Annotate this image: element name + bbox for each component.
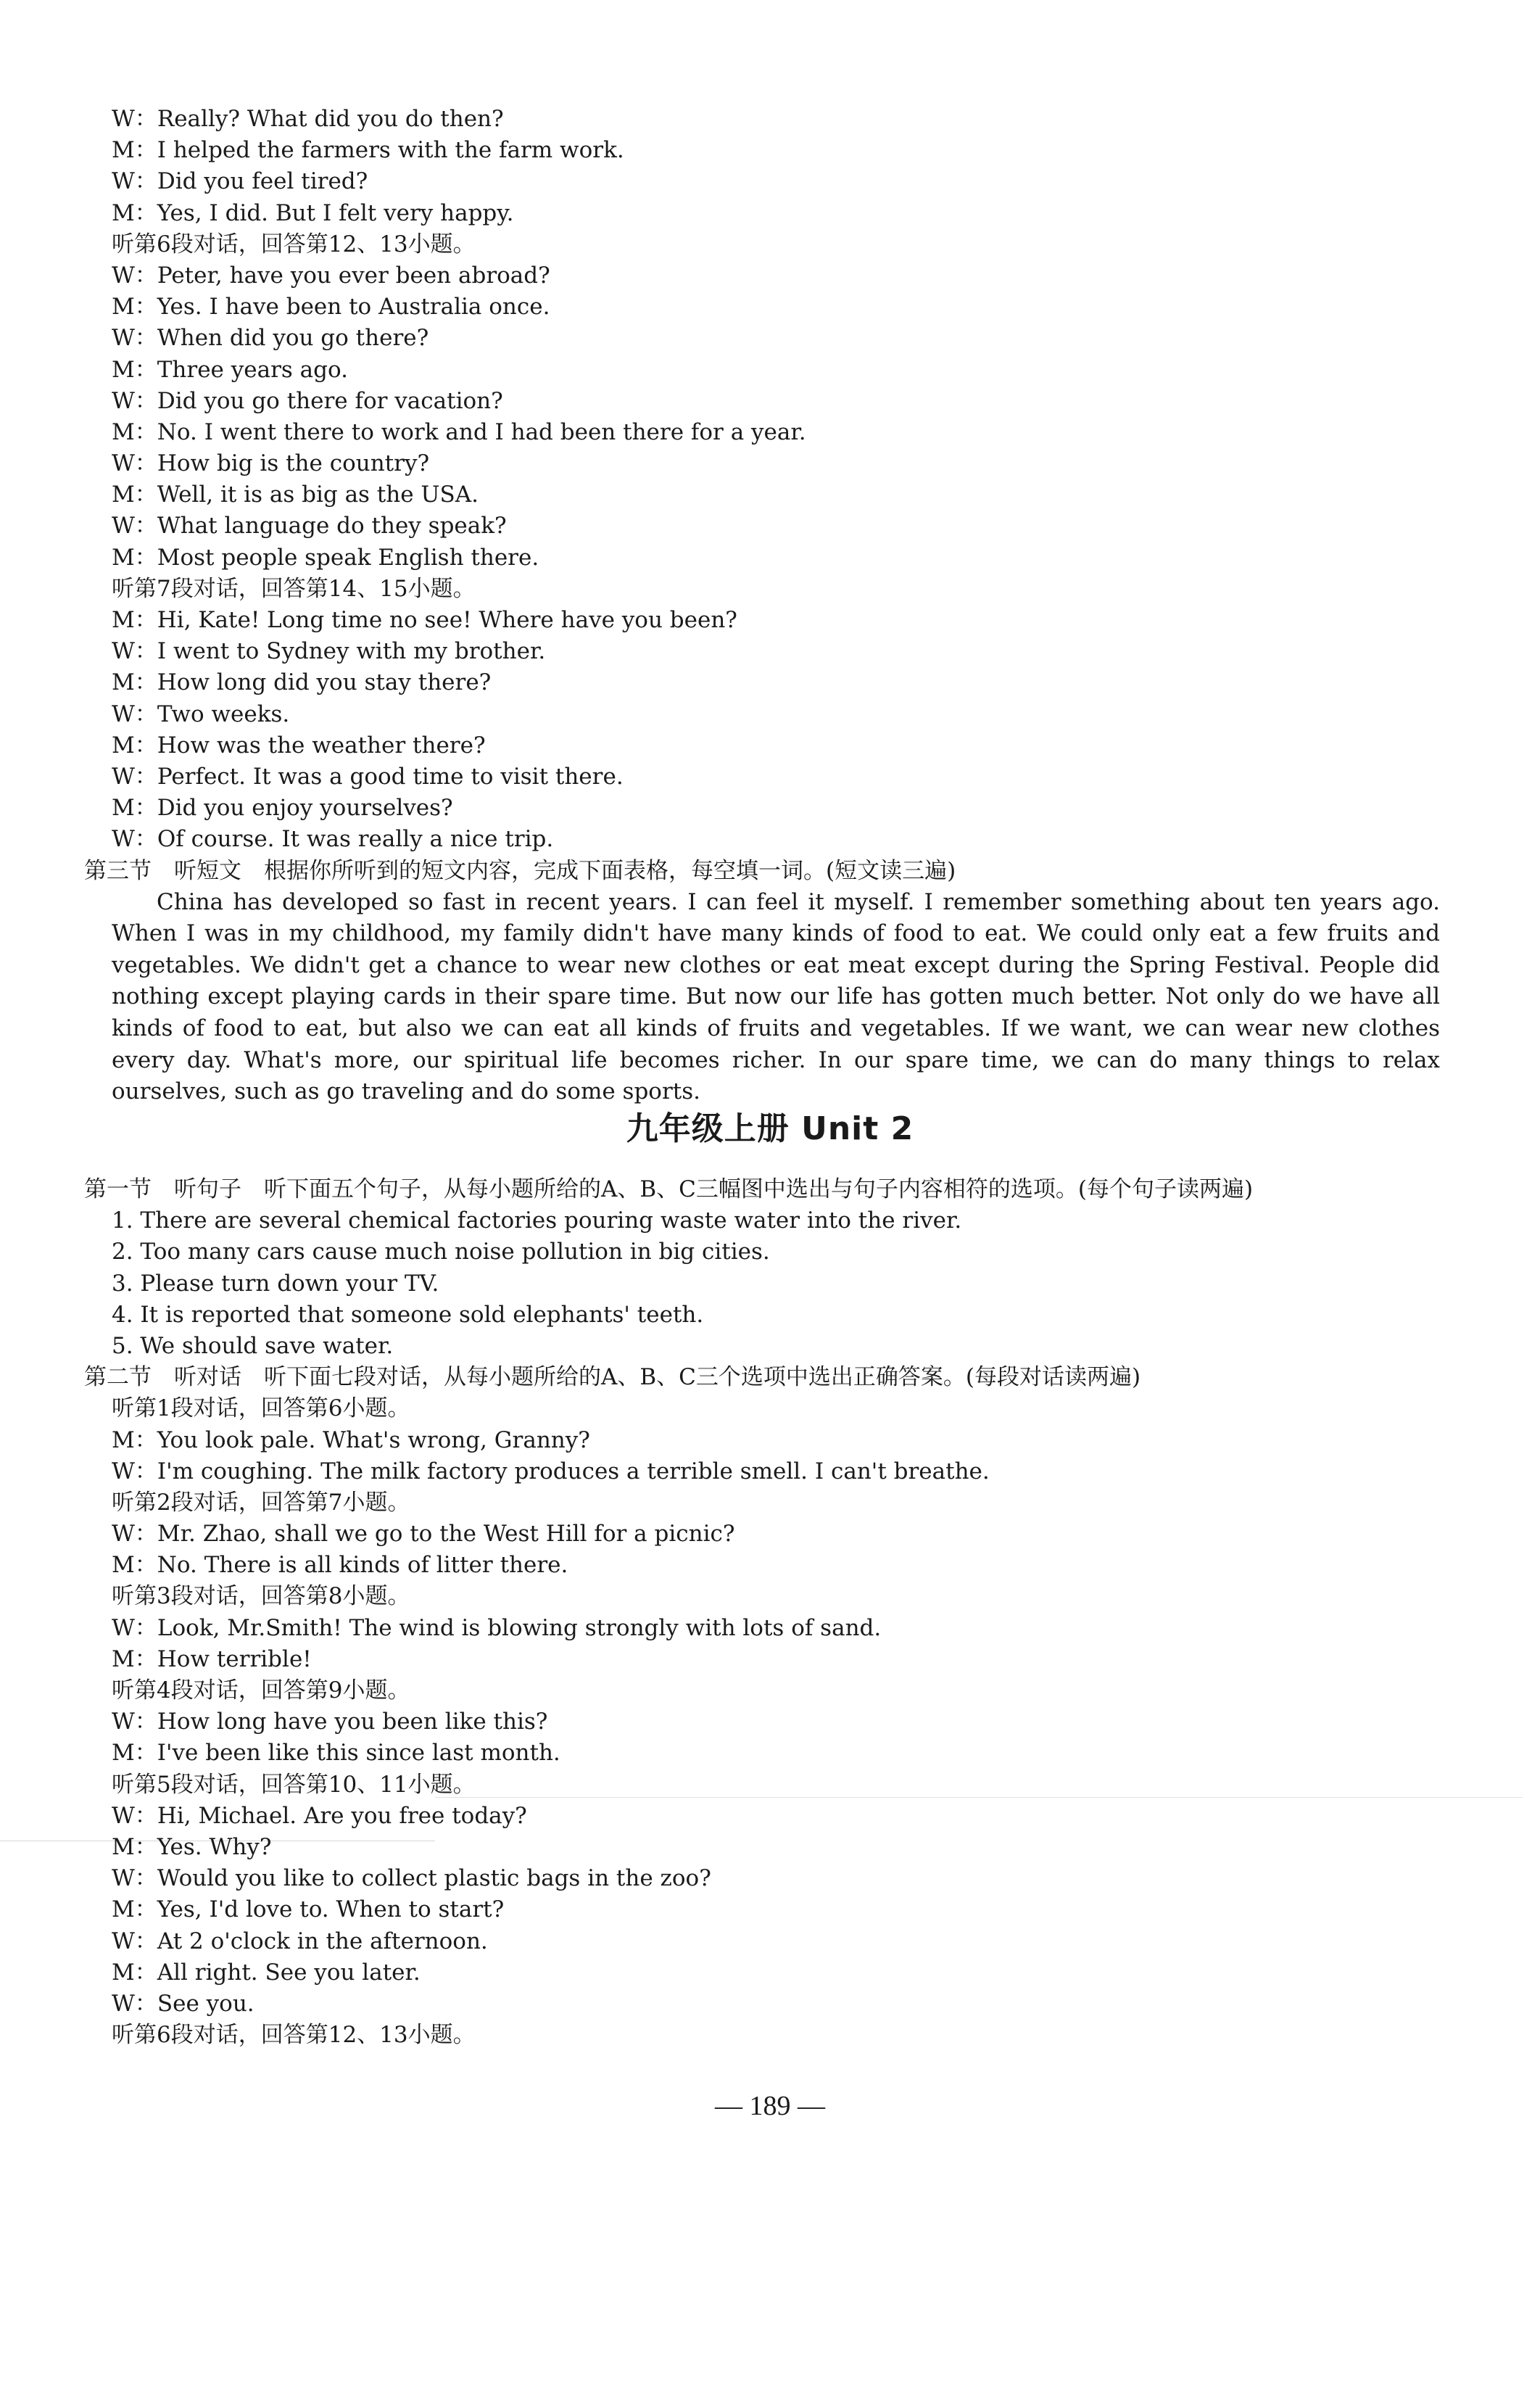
dialogue-instruction: 听第1段对话，回答第6小题。 xyxy=(112,1395,410,1422)
dialogue-instruction: 听第7段对话，回答第14、15小题。 xyxy=(112,575,476,602)
dialogue-line: W：When did you go there? xyxy=(112,325,429,352)
section-heading: 第二节 听对话 听下面七段对话，从每小题所给的A、B、C三个选项中选出正确答案。(每段对话读两遍) xyxy=(84,1364,1141,1391)
unit-title: 九年级上册 Unit 2 xyxy=(626,1110,914,1147)
dialogue-line: W：Peter, have you ever been abroad? xyxy=(112,262,550,289)
sentence-item: 3. Please turn down your TV. xyxy=(112,1270,439,1297)
dialogue-instruction: 听第4段对话，回答第9小题。 xyxy=(112,1677,410,1703)
top-dialogue xyxy=(84,104,1440,1108)
dialogue-instruction: 听第6段对话，回答第12、13小题。 xyxy=(112,2022,476,2049)
dialogue-line: W：Hi, Michael. Are you free today? xyxy=(112,1802,527,1829)
section-heading: 第三节 听短文 根据你所听到的短文内容，完成下面表格，每空填一词。(短文读三遍) xyxy=(84,857,956,884)
dialogue-line: W：Of course. It was really a nice trip. xyxy=(112,826,554,853)
dialogue-line: W：Perfect. It was a good time to visit there. xyxy=(112,763,624,790)
dialogue-instruction: 听第6段对话，回答第12、13小题。 xyxy=(112,231,476,257)
dialogue-instruction: 听第5段对话，回答第10、11小题。 xyxy=(112,1771,476,1798)
dialogue-line: M：Three years ago. xyxy=(112,356,348,383)
dialogue-line: W：I went to Sydney with my brother. xyxy=(112,638,546,665)
dialogue-line: M：Yes, I did. But I felt very happy. xyxy=(112,199,514,226)
page-number: — 189 — xyxy=(715,2091,825,2121)
dialogue-line: W：I'm coughing. The milk factory produces a terrible smell. I can't breathe. xyxy=(112,1458,990,1484)
dialogue-line: W：See you. xyxy=(112,1990,254,2017)
dialogue-line: W：Mr. Zhao, shall we go to the West Hill for a picnic? xyxy=(112,1521,735,1548)
dialogue-line: W：Two weeks. xyxy=(112,701,290,727)
dialogue-line: W：At 2 o'clock in the afternoon. xyxy=(112,1928,488,1954)
dialogue-line: W：Really? What did you do then? xyxy=(112,106,504,132)
sentence-item: 2. Too many cars cause much noise pollution in big cities. xyxy=(112,1239,770,1265)
dialogue-line: M：No. I went there to work and I had been there for a year. xyxy=(112,418,806,445)
sentence-item: 4. It is reported that someone sold elephants' teeth. xyxy=(112,1301,704,1328)
dialogue-instruction: 听第2段对话，回答第7小题。 xyxy=(112,1489,410,1516)
sentence-item: 5. We should save water. xyxy=(112,1332,394,1359)
dialogue-line: W：Look, Mr.Smith! The wind is blowing strongly with lots of sand. xyxy=(112,1614,882,1641)
dialogue-line: M：No. There is all kinds of litter there. xyxy=(112,1552,568,1579)
listening-passage: China has developed so fast in recent years. I can feel it myself. I remember something about ten years ago. When I was in my childhood, my family didn't have many kinds of food to eat. We could only eat a few fruits and vegetables. We didn't get a chance to wear new clothes or eat meat except during the Spring Festival. People did nothing except playing cards in their spare time. But now our life has gotten much better. Not only do we have all kinds of food to eat, but also we can eat all kinds of fruits and vegetables. If we want, we can wear new clothes every day. What's more, our spiritual life becomes richer. In our spare time, we can do many things to relax ourselves, such as go traveling and do some sports. xyxy=(112,888,1440,1105)
dialogue-line: M：I helped the farmers with the farm work. xyxy=(112,137,624,164)
dialogue-instruction: 听第3段对话，回答第8小题。 xyxy=(112,1583,410,1610)
dialogue-line: M：How was the weather there? xyxy=(112,732,486,759)
dialogue-line: M：Hi, Kate! Long time no see! Where have you been? xyxy=(112,607,737,633)
dialogue-line: W：Would you like to collect plastic bags in the zoo? xyxy=(112,1865,711,1892)
dialogue-line: M：Yes, I'd love to. When to start? xyxy=(112,1896,505,1923)
sentence-item: 1. There are several chemical factories pouring waste water into the river. xyxy=(112,1207,962,1234)
dialogue-line: M：Most people speak English there. xyxy=(112,544,539,571)
dialogue-line: M：Yes. I have been to Australia once. xyxy=(112,294,550,321)
dialogue-line: M：I've been like this since last month. xyxy=(112,1740,560,1767)
dialogue-line: M：Did you enjoy yourselves? xyxy=(112,795,453,822)
dialogue-line: W：Did you go there for vacation? xyxy=(112,387,503,414)
dialogue-line: M：Yes. Why? xyxy=(112,1833,272,1860)
dialogue-line: W：How big is the country? xyxy=(112,450,430,477)
dialogue-line: W：How long have you been like this? xyxy=(112,1709,548,1735)
dialogue-line: W：Did you feel tired? xyxy=(112,168,368,195)
section-heading: 第一节 听句子 听下面五个句子，从每小题所给的A、B、C三幅图中选出与句子内容相符的选项。(每个句子读两遍) xyxy=(84,1176,1254,1202)
unit2-content xyxy=(84,1174,1440,2051)
dialogue-line: M：How terrible! xyxy=(112,1645,312,1672)
dialogue-line: M：Well, it is as big as the USA. xyxy=(112,482,479,508)
dialogue-line: M：You look pale. What's wrong, Granny? xyxy=(112,1426,590,1453)
dialogue-line: M：How long did you stay there? xyxy=(112,669,492,696)
dialogue-line: M：All right. See you later. xyxy=(112,1959,421,1986)
dialogue-line: W：What language do they speak? xyxy=(112,513,507,540)
